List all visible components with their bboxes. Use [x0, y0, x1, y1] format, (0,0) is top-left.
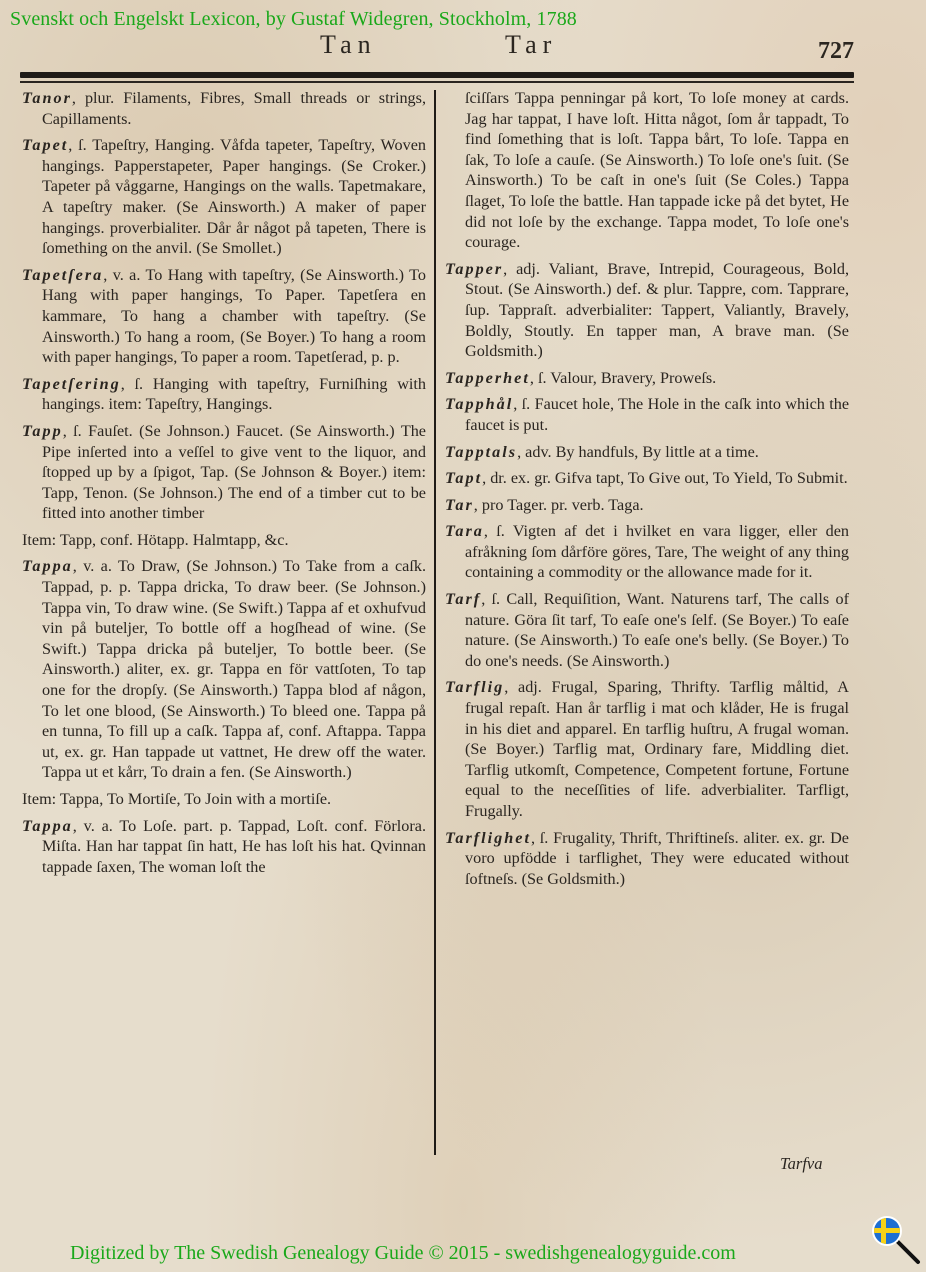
headword: Tar — [445, 495, 474, 514]
guide-word-right: Tar — [505, 30, 558, 59]
headword: Tapperhet — [445, 368, 530, 387]
dictionary-entry — [22, 530, 426, 551]
dictionary-entry — [445, 442, 849, 463]
dictionary-entry — [22, 135, 426, 259]
dictionary-entry-continued — [445, 88, 849, 253]
definition: , plur. Filaments, Fibres, Small threads or strings, Capillaments. — [42, 89, 426, 128]
headword: Tapphål — [445, 395, 514, 414]
definition: , adj. Valiant, Brave, Intrepid, Courageous, Bold, Stout. (Se Ainsworth.) def. & plur. Tappre, com. Tapprare, ſup. Tappraſt. adverbialiter: Tappert, Valiantly, Bravely, Boldly, Stoutly. En tapper man, A brave man. (Se Goldsmith.) — [465, 259, 849, 361]
dictionary-entry — [22, 789, 426, 810]
definition: , adv. By handfuls, By little at a time. — [517, 442, 759, 461]
dictionary-entry — [445, 394, 849, 435]
dictionary-entry — [22, 421, 426, 524]
dictionary-entry — [445, 677, 849, 821]
headword: Tapet — [22, 136, 69, 155]
catchword: Tarfva — [780, 1154, 823, 1173]
definition: , v. a. To Draw, (Se Johnson.) To Take from a caſk. Tappad, p. p. Tappa dricka, To draw beer. (Se Johnson.) Tappa vin, To draw wine. (Se Swift.) Tappa af et oxhufvud vin på buteljer, To bottle off a hogſhead of wine. (Se Swift.) Tappa dricka på buteljer, To bottle beer. (Se Ainsworth.) aliter, ex. gr. Tappa en för vattſoten, To tap one for the dropſy. (Se Ainsworth.) Tappa blod af någon, To let one blood, (Se Ainsworth.) To bleed one. Tappa på en tunna, To fill up a caſk. Tappa af, conf. Aftappa. Tappa ut, ex. gr. Han tappade ut vattnet, He drew off the water. Tappa ut et kårr, To drain a fen. (Se Ainsworth.) — [42, 557, 426, 782]
dictionary-entry — [22, 88, 426, 129]
dictionary-entry — [445, 495, 849, 516]
dictionary-entry — [445, 589, 849, 671]
dictionary-entry — [445, 828, 849, 890]
rule-thin — [20, 81, 854, 83]
definition: , ſ. Valour, Bravery, Proweſs. — [529, 368, 717, 387]
definition: Item: Tappa, To Mortiſe, To Join with a mortiſe. — [22, 790, 332, 808]
headword: Tara — [445, 522, 484, 541]
dictionary-entry — [22, 816, 426, 878]
dictionary-entry — [445, 259, 849, 362]
rule-thick — [20, 72, 854, 78]
dictionary-entry — [445, 468, 849, 489]
definition: , ſ. Call, Requiſition, Want. Naturens tarf, The calls of nature. Göra ſit tarf, To eaſe one's ſelf. (Se Boyer.) To eaſe nature. (Se Ainsworth.) To eaſe one's belly. (Se Boyer.) To do one's needs. (Se Ainsworth.) — [465, 590, 849, 670]
definition: , ſ. Faucet hole, The Hole in the caſk into which the faucet is put. — [465, 395, 849, 434]
dictionary-entry — [22, 265, 426, 368]
headword: Tarf — [445, 590, 482, 609]
headword: Tapetſera — [22, 265, 104, 284]
definition: , ſ. Vigten af det i hvilket en vara ligger, eller den afråkning ſom dårföre göres, Tare, The weight of any thing containing a commodity or the allowance made for it. — [465, 522, 849, 582]
definition: , v. a. To Loſe. part. p. Tappad, Loſt. conf. Förlora. Miſta. Han har tappat ſin hatt, He has loſt his hat. Qvinnan tappade ſaxen, The woman loſt the — [42, 816, 426, 876]
headword: Tappa — [22, 557, 73, 576]
definition: , dr. ex. gr. Gifva tapt, To Give out, To Yield, To Submit. — [482, 469, 848, 488]
headword: Tapp — [22, 421, 63, 440]
page-number: 727 — [818, 38, 854, 64]
headword: Tapper — [445, 259, 504, 278]
header-rule — [20, 72, 854, 83]
dictionary-entry — [445, 368, 849, 389]
definition: , v. a. To Hang with tapeſtry, (Se Ainsworth.) To Hang with paper hangings, To Paper. Tapetſera en kammare, To hang a chamber with tapeſtry. (Se Ainsworth.) To hang a room, (Se Boyer.) To hang a room with paper hangings, To paper a room. Tapetſerad, p. p. — [42, 265, 426, 367]
headword: Tapt — [445, 469, 483, 488]
right-column — [445, 88, 849, 895]
guide-word-left: Tan — [320, 30, 377, 59]
headword: Tanor — [22, 89, 72, 107]
headword: Tarflig — [445, 678, 505, 697]
left-column — [22, 88, 426, 883]
definition: , ſ. Fauſet. (Se Johnson.) Faucet. (Se Ainsworth.) The Pipe inſerted into a veſſel to give vent to the liquor, and ſtopped up by a ſpigot, Tap. (Se Johnson & Boyer.) item: Tapp, Tenon. (Se Johnson.) The end of a timber cut to be fitted into another timber — [42, 421, 426, 523]
dictionary-entry — [445, 521, 849, 583]
headword: Tappa — [22, 816, 73, 835]
headword: Tapetſering — [22, 374, 121, 393]
definition: , ſ. Hanging with tapeſtry, Furniſhing with hangings. item: Tapeſtry, Hangings. — [42, 374, 426, 414]
definition: , ſ. Frugality, Thrift, Thriftineſs. aliter. ex. gr. De voro upfödde i tarflighet, They were educated without ſoftneſs. (Se Goldsmith.) — [465, 828, 849, 888]
headword: Tarflighet — [445, 828, 531, 847]
definition: ſciſſars Tappa penningar på kort, To loſe money at cards. Jag har tappat, I have loſt. Hitta något, ſom år tappadt, To find ſomething that is loſt. Tappa bårt, To loſe. Tappa en ſak, To loſe a cauſe. (Se Ainsworth.) To loſe one's ſuit. (Se Ainsworth.) To be caſt in one's ſuit (Se Coles.) Tappa ſlaget, To loſe the battle. Han tappade icke på det bytet, He did not loſe by the exchange. Tappa modet, To loſe one's courage. — [465, 89, 849, 252]
swedish-flag-magnifier-icon[interactable] — [870, 1214, 922, 1266]
dictionary-entry — [22, 556, 426, 783]
definition: Item: Tapp, conf. Hötapp. Halmtapp, &c. — [22, 530, 289, 549]
watermark-title: Svenskt och Engelskt Lexicon, by Gustaf Widegren, Stockholm, 1788 — [10, 8, 577, 30]
definition: , pro Tager. pr. verb. Taga. — [473, 495, 644, 514]
dictionary-entry — [22, 374, 426, 415]
definition: , ſ. Tapeſtry, Hanging. Våfda tapeter, Tapeſtry, Woven hangings. Papperstapeter, Paper hangings. (Se Croker.) Tapeter på våggarne, Hangings on the walls. Tapetmakare, A tapeſtry maker. (Se Ainsworth.) A maker of paper hangings. proverbialiter. Dår år något på tapeten, There is ſomething on the anvil. (Se Smollet.) — [42, 136, 426, 258]
running-head — [0, 28, 926, 68]
definition: , adj. Frugal, Sparing, Thrifty. Tarflig måltid, A frugal repaſt. Han år tarflig i mat och klåder, He is frugal in his diet and apparel. En tarflig huſtru, A frugal woman. (Se Boyer.) Tarflig mat, Ordinary fare, Middling diet. Tarflig utkomſt, Competence, Competent fortune, Fortune equal to the neceſſities of life. adverbialiter. Tarfligt, Frugally. — [465, 678, 849, 820]
headword: Tapptals — [445, 442, 518, 461]
watermark-credit: Digitized by The Swedish Genealogy Guide © 2015 - swedishgenealogyguide.com — [70, 1242, 736, 1264]
column-divider — [434, 90, 436, 1155]
